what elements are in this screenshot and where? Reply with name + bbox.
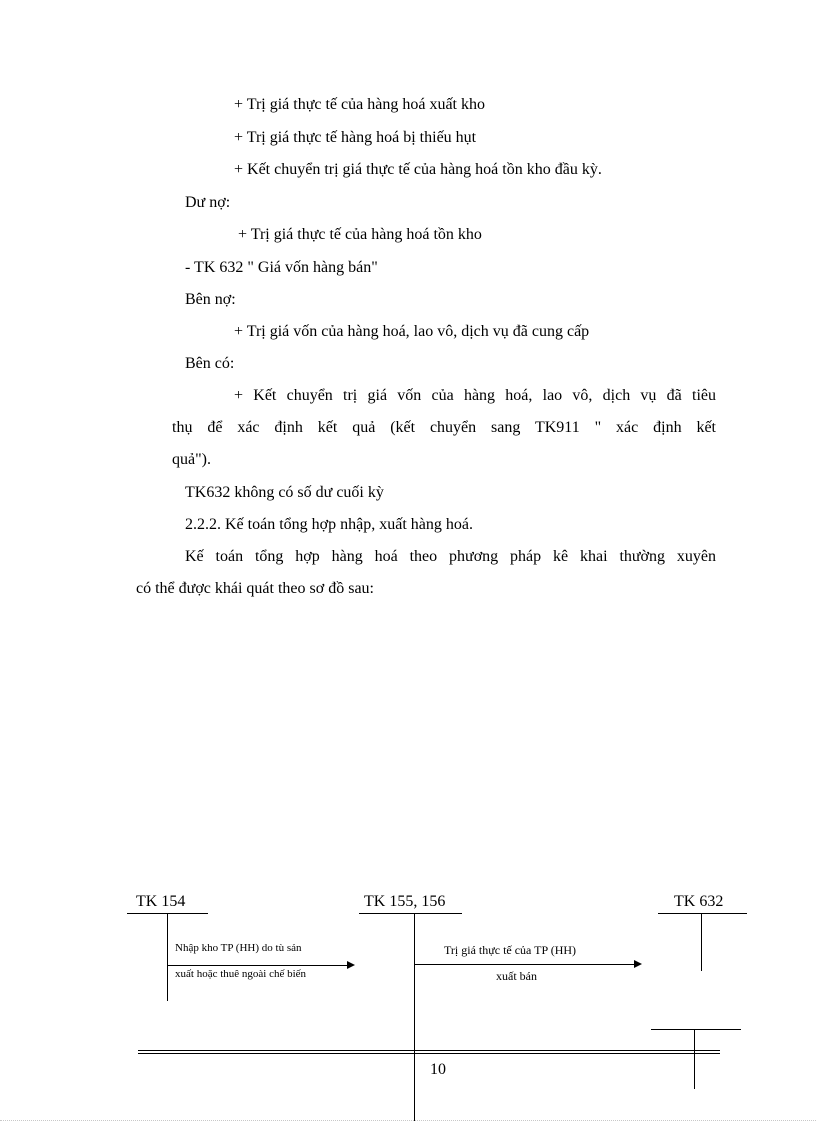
account-tk155-156-label: TK 155, 156 [364, 893, 446, 910]
flow2-arrow-shaft [414, 964, 634, 965]
text-line-10: + Kết chuyển trị giá vốn của hàng hoá, lao vô, dịch vụ đã tiêu [234, 387, 716, 404]
flow1-label-line1: Nhập kho TP (HH) do tù sản [175, 942, 302, 954]
lower-t-top [651, 1029, 741, 1030]
text-line-11: thụ để xác định kết quả (kết chuyển sang TK911 " xác định kết [172, 419, 716, 436]
tk155-156-t-stem [414, 913, 415, 1121]
page-number: 10 [430, 1061, 446, 1078]
lower-t-stem [694, 1029, 695, 1089]
text-line-2: + Trị giá thực tế hàng hoá bị thiếu hụt [234, 129, 477, 146]
flow2-arrowhead-icon [634, 960, 642, 968]
text-line-15: Kế toán tổng hợp hàng hoá theo phương pháp kê khai thường xuyên [185, 548, 716, 565]
account-tk632-label: TK 632 [674, 893, 724, 910]
text-line-13: TK632 không có số dư cuối kỳ [185, 484, 384, 501]
flow2-label-line2: xuất bán [496, 969, 537, 983]
footer-rule-bottom [138, 1053, 720, 1054]
text-line-1: + Trị giá thực tế của hàng hoá xuất kho [234, 96, 485, 113]
text-line-3: + Kết chuyển trị giá thực tế của hàng hoá tồn kho đầu kỳ. [234, 161, 602, 178]
tk155-156-t-top [359, 913, 462, 914]
tk632-t-stem [701, 913, 702, 971]
flow2-label-line1: Trị giá thực tế của TP (HH) [444, 943, 577, 957]
text-line-tk632-heading: - TK 632 " Giá vốn hàng bán" [185, 259, 378, 276]
text-line-du-no: Dư nợ: [185, 194, 231, 211]
footer-rule-top [138, 1050, 720, 1051]
page-bottom-border [0, 1120, 816, 1121]
text-line-5: + Trị giá thực tế của hàng hoá tồn kho [238, 226, 482, 243]
text-line-8: + Trị giá vốn của hàng hoá, lao vô, dịch vụ đã cung cấp [234, 323, 590, 340]
flow1-arrowhead-icon [347, 961, 355, 969]
text-line-ben-co: Bên có: [185, 355, 235, 372]
text-line-12: quả"). [172, 451, 211, 468]
text-line-16: có thể được khái quát theo sơ đồ sau: [136, 580, 374, 597]
flow1-label-line2: xuất hoặc thuê ngoài chế biến [175, 968, 307, 980]
flow1-arrow-shaft [167, 965, 347, 966]
tk632-t-top [658, 913, 747, 914]
section-heading-2-2-2: 2.2.2. Kế toán tổng hợp nhập, xuất hàng hoá. [185, 516, 473, 533]
text-line-ben-no: Bên nợ: [185, 291, 236, 308]
account-tk154-label: TK 154 [136, 893, 186, 910]
tk154-t-stem [167, 913, 168, 1001]
